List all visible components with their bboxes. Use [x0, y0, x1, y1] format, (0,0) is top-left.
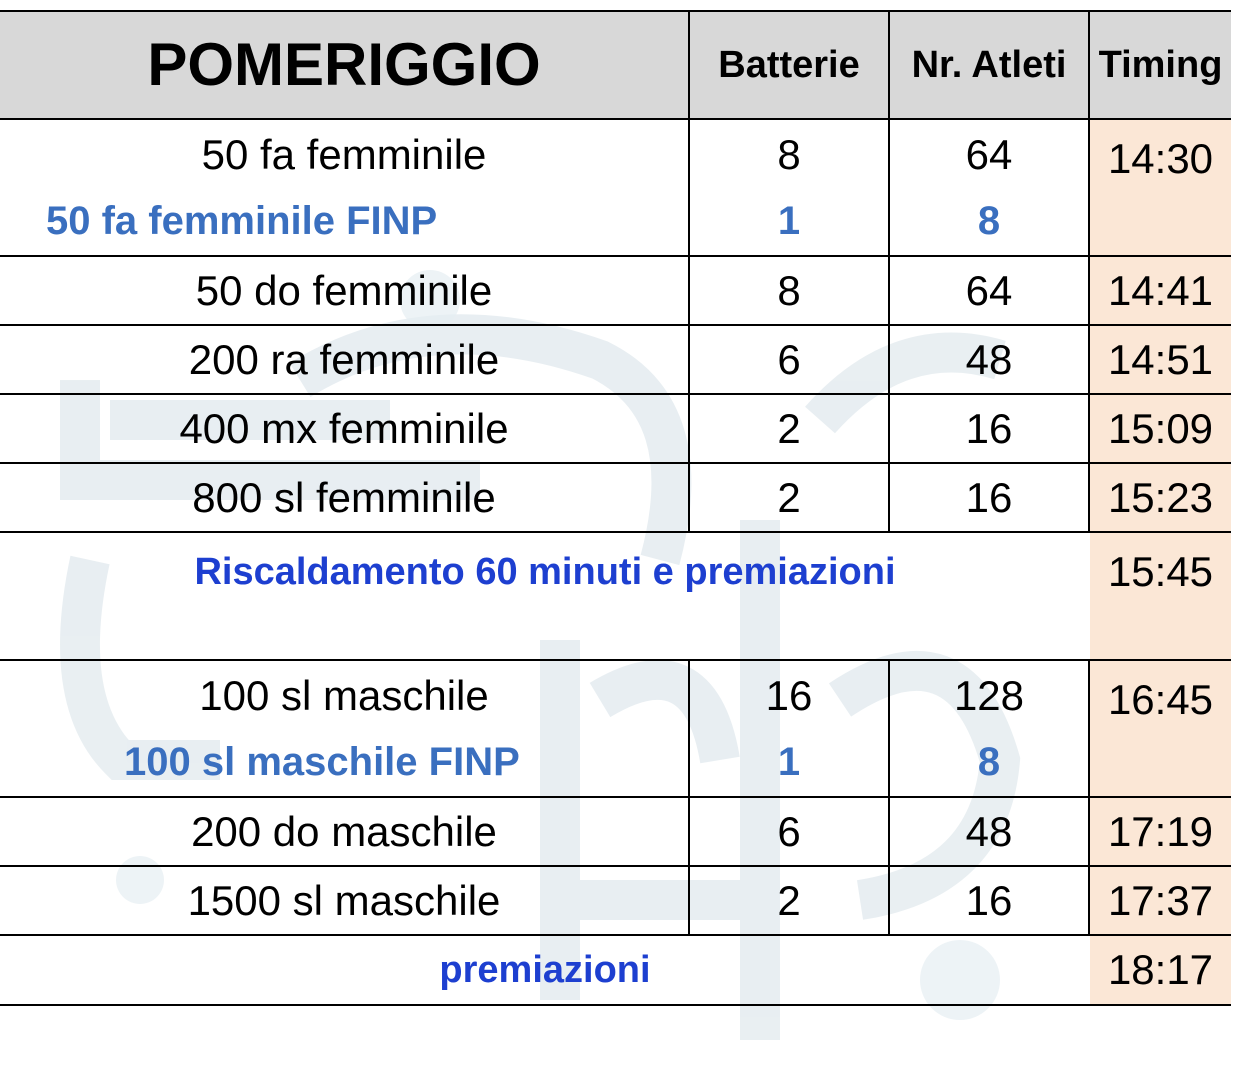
finp-batterie-value: 1	[777, 198, 801, 243]
table-row-time	[1090, 533, 1231, 661]
finp-atleti-value: 8	[977, 198, 1001, 243]
note-row	[0, 533, 1090, 661]
event-name: 50 fa femminile	[201, 130, 487, 178]
batterie-value: 2	[690, 464, 890, 533]
column-header-batterie: Batterie	[690, 12, 890, 120]
table-row-batterie	[690, 120, 890, 257]
time-value: 14:51	[1090, 326, 1231, 395]
event-name: 200 ra femminile	[0, 326, 690, 395]
batterie-value: 16	[765, 671, 813, 719]
time-value: 14:30	[1107, 135, 1214, 182]
time-value: 16:45	[1107, 676, 1214, 723]
finp-batterie-value: 1	[777, 739, 801, 784]
table-row-atleti	[890, 120, 1090, 257]
atleti-value: 16	[890, 867, 1090, 936]
batterie-value: 8	[777, 130, 801, 178]
table-row-event	[0, 661, 690, 798]
batterie-value: 6	[690, 326, 890, 395]
atleti-value: 16	[890, 464, 1090, 533]
event-name: 400 mx femminile	[0, 395, 690, 464]
table-title: POMERIGGIO	[0, 12, 690, 120]
batterie-value: 8	[690, 257, 890, 326]
note-row	[0, 936, 1090, 1004]
finp-event-name: 100 sl maschile FINP	[124, 739, 520, 784]
column-header-timing: Timing	[1090, 12, 1231, 120]
time-value: 15:45	[1107, 548, 1214, 595]
atleti-value: 48	[890, 798, 1090, 867]
batterie-value: 2	[690, 867, 890, 936]
event-name: 800 sl femminile	[0, 464, 690, 533]
event-name: 200 do maschile	[0, 798, 690, 867]
table-row-atleti	[890, 661, 1090, 798]
atleti-value: 64	[965, 130, 1013, 178]
time-value: 18:17	[1090, 936, 1231, 1004]
note-text: premiazioni	[439, 949, 651, 991]
schedule-table	[0, 10, 1231, 1006]
event-name: 100 sl maschile	[199, 671, 489, 719]
table-row-time	[1090, 661, 1231, 798]
batterie-value: 6	[690, 798, 890, 867]
table-row-event	[0, 120, 690, 257]
time-value: 17:37	[1090, 867, 1231, 936]
atleti-value: 48	[890, 326, 1090, 395]
time-value: 14:41	[1090, 257, 1231, 326]
atleti-value: 128	[953, 671, 1025, 719]
batterie-value: 2	[690, 395, 890, 464]
table-row-batterie	[690, 661, 890, 798]
time-value: 15:23	[1090, 464, 1231, 533]
finp-atleti-value: 8	[977, 739, 1001, 784]
event-name: 50 do femminile	[0, 257, 690, 326]
time-value: 17:19	[1090, 798, 1231, 867]
time-value: 15:09	[1090, 395, 1231, 464]
atleti-value: 16	[890, 395, 1090, 464]
table-row-time	[1090, 120, 1231, 257]
event-name: 1500 sl maschile	[0, 867, 690, 936]
column-header-atleti: Nr. Atleti	[890, 12, 1090, 120]
atleti-value: 64	[890, 257, 1090, 326]
finp-event-name: 50 fa femminile FINP	[46, 198, 438, 243]
note-text: Riscaldamento 60 minuti e premiazioni	[194, 551, 896, 593]
